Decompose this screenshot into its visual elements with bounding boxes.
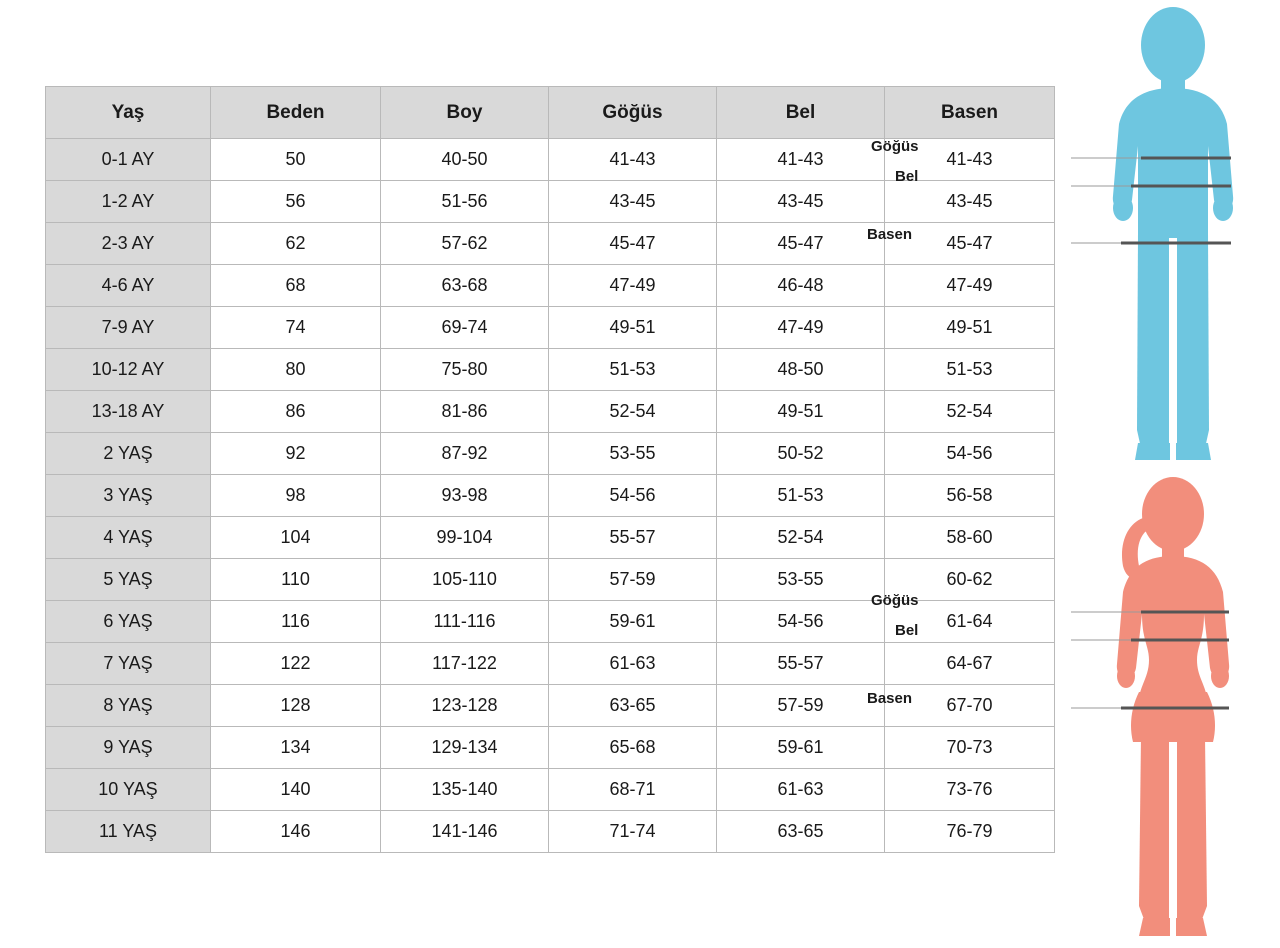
- table-row: [46, 349, 1055, 391]
- boy-waist-label: Bel: [895, 168, 919, 185]
- cell-gogus: 41-43: [549, 139, 717, 181]
- cell-gogus: 45-47: [549, 223, 717, 265]
- cell-bel: 63-65: [717, 811, 885, 853]
- table-row: [46, 181, 1055, 223]
- cell-bel: 59-61: [717, 727, 885, 769]
- cell-beden: 74: [211, 307, 381, 349]
- column-header-beden: Beden: [211, 87, 381, 139]
- cell-bel: 55-57: [717, 643, 885, 685]
- cell-age: 2 YAŞ: [46, 433, 211, 475]
- cell-gogus: 52-54: [549, 391, 717, 433]
- cell-boy: 99-104: [381, 517, 549, 559]
- boy-figure-icon: [1045, 0, 1280, 470]
- cell-beden: 122: [211, 643, 381, 685]
- table-row: [46, 517, 1055, 559]
- cell-beden: 92: [211, 433, 381, 475]
- cell-bel: 43-45: [717, 181, 885, 223]
- cell-age: 11 YAŞ: [46, 811, 211, 853]
- table-body: [46, 139, 1055, 853]
- cell-bel: 54-56: [717, 601, 885, 643]
- cell-boy: 129-134: [381, 727, 549, 769]
- cell-age: 9 YAŞ: [46, 727, 211, 769]
- cell-bel: 51-53: [717, 475, 885, 517]
- table-row: [46, 811, 1055, 853]
- cell-bel: 53-55: [717, 559, 885, 601]
- cell-basen: 64-67: [885, 643, 1055, 685]
- cell-boy: 51-56: [381, 181, 549, 223]
- cell-boy: 135-140: [381, 769, 549, 811]
- table-header: [46, 87, 1055, 139]
- cell-boy: 117-122: [381, 643, 549, 685]
- table-row: [46, 391, 1055, 433]
- cell-beden: 116: [211, 601, 381, 643]
- table-row: [46, 643, 1055, 685]
- cell-age: 4-6 AY: [46, 265, 211, 307]
- table-row: [46, 769, 1055, 811]
- cell-boy: 63-68: [381, 265, 549, 307]
- cell-bel: 45-47: [717, 223, 885, 265]
- cell-basen: 61-64: [885, 601, 1055, 643]
- cell-gogus: 51-53: [549, 349, 717, 391]
- girl-chest-label: Göğüs: [871, 592, 919, 609]
- cell-age: 4 YAŞ: [46, 517, 211, 559]
- cell-boy: 111-116: [381, 601, 549, 643]
- girl-waist-label: Bel: [895, 622, 919, 639]
- cell-basen: 49-51: [885, 307, 1055, 349]
- cell-basen: 47-49: [885, 265, 1055, 307]
- cell-age: 13-18 AY: [46, 391, 211, 433]
- cell-basen: 51-53: [885, 349, 1055, 391]
- cell-age: 3 YAŞ: [46, 475, 211, 517]
- cell-bel: 52-54: [717, 517, 885, 559]
- girl-figure-icon: [1045, 470, 1280, 948]
- cell-bel: 41-43: [717, 139, 885, 181]
- cell-beden: 140: [211, 769, 381, 811]
- cell-boy: 75-80: [381, 349, 549, 391]
- cell-gogus: 61-63: [549, 643, 717, 685]
- cell-boy: 69-74: [381, 307, 549, 349]
- table-header-row: [46, 87, 1055, 139]
- table-row: [46, 727, 1055, 769]
- column-header-bel: Bel: [717, 87, 885, 139]
- cell-gogus: 54-56: [549, 475, 717, 517]
- cell-basen: 58-60: [885, 517, 1055, 559]
- cell-gogus: 63-65: [549, 685, 717, 727]
- cell-basen: 73-76: [885, 769, 1055, 811]
- cell-beden: 80: [211, 349, 381, 391]
- cell-boy: 93-98: [381, 475, 549, 517]
- cell-age: 10 YAŞ: [46, 769, 211, 811]
- cell-basen: 52-54: [885, 391, 1055, 433]
- table-row: [46, 475, 1055, 517]
- table-row: [46, 307, 1055, 349]
- cell-bel: 46-48: [717, 265, 885, 307]
- cell-beden: 50: [211, 139, 381, 181]
- cell-beden: 104: [211, 517, 381, 559]
- cell-boy: 141-146: [381, 811, 549, 853]
- cell-bel: 61-63: [717, 769, 885, 811]
- cell-boy: 57-62: [381, 223, 549, 265]
- cell-beden: 56: [211, 181, 381, 223]
- cell-age: 2-3 AY: [46, 223, 211, 265]
- table-row: [46, 265, 1055, 307]
- cell-gogus: 71-74: [549, 811, 717, 853]
- cell-boy: 40-50: [381, 139, 549, 181]
- cell-basen: 70-73: [885, 727, 1055, 769]
- cell-basen: 56-58: [885, 475, 1055, 517]
- cell-gogus: 57-59: [549, 559, 717, 601]
- cell-basen: 45-47: [885, 223, 1055, 265]
- cell-basen: 76-79: [885, 811, 1055, 853]
- boy-hip-label: Basen: [867, 226, 913, 243]
- cell-beden: 68: [211, 265, 381, 307]
- cell-gogus: 49-51: [549, 307, 717, 349]
- cell-age: 10-12 AY: [46, 349, 211, 391]
- column-header-age: Yaş: [46, 87, 211, 139]
- size-table: [45, 86, 1055, 853]
- cell-basen: 60-62: [885, 559, 1055, 601]
- cell-age: 6 YAŞ: [46, 601, 211, 643]
- cell-beden: 62: [211, 223, 381, 265]
- girl-hip-label: Basen: [867, 690, 913, 707]
- cell-beden: 86: [211, 391, 381, 433]
- cell-bel: 49-51: [717, 391, 885, 433]
- cell-gogus: 43-45: [549, 181, 717, 223]
- cell-boy: 105-110: [381, 559, 549, 601]
- cell-bel: 47-49: [717, 307, 885, 349]
- cell-basen: 54-56: [885, 433, 1055, 475]
- size-table-container: [45, 86, 1054, 853]
- cell-gogus: 55-57: [549, 517, 717, 559]
- cell-basen: 43-45: [885, 181, 1055, 223]
- cell-gogus: 65-68: [549, 727, 717, 769]
- column-header-basen: Basen: [885, 87, 1055, 139]
- cell-bel: 50-52: [717, 433, 885, 475]
- cell-basen: 41-43: [885, 139, 1055, 181]
- cell-bel: 48-50: [717, 349, 885, 391]
- cell-boy: 123-128: [381, 685, 549, 727]
- cell-age: 7 YAŞ: [46, 643, 211, 685]
- cell-beden: 98: [211, 475, 381, 517]
- cell-beden: 110: [211, 559, 381, 601]
- cell-beden: 128: [211, 685, 381, 727]
- boy-chest-label: Göğüs: [871, 138, 919, 155]
- cell-age: 5 YAŞ: [46, 559, 211, 601]
- table-row: [46, 433, 1055, 475]
- cell-age: 1-2 AY: [46, 181, 211, 223]
- cell-gogus: 53-55: [549, 433, 717, 475]
- cell-age: 7-9 AY: [46, 307, 211, 349]
- column-header-boy: Boy: [381, 87, 549, 139]
- cell-beden: 134: [211, 727, 381, 769]
- cell-beden: 146: [211, 811, 381, 853]
- cell-age: 8 YAŞ: [46, 685, 211, 727]
- cell-bel: 57-59: [717, 685, 885, 727]
- column-header-gogus: Göğüs: [549, 87, 717, 139]
- cell-gogus: 68-71: [549, 769, 717, 811]
- cell-basen: 67-70: [885, 685, 1055, 727]
- cell-age: 0-1 AY: [46, 139, 211, 181]
- cell-gogus: 47-49: [549, 265, 717, 307]
- cell-gogus: 59-61: [549, 601, 717, 643]
- cell-boy: 87-92: [381, 433, 549, 475]
- cell-boy: 81-86: [381, 391, 549, 433]
